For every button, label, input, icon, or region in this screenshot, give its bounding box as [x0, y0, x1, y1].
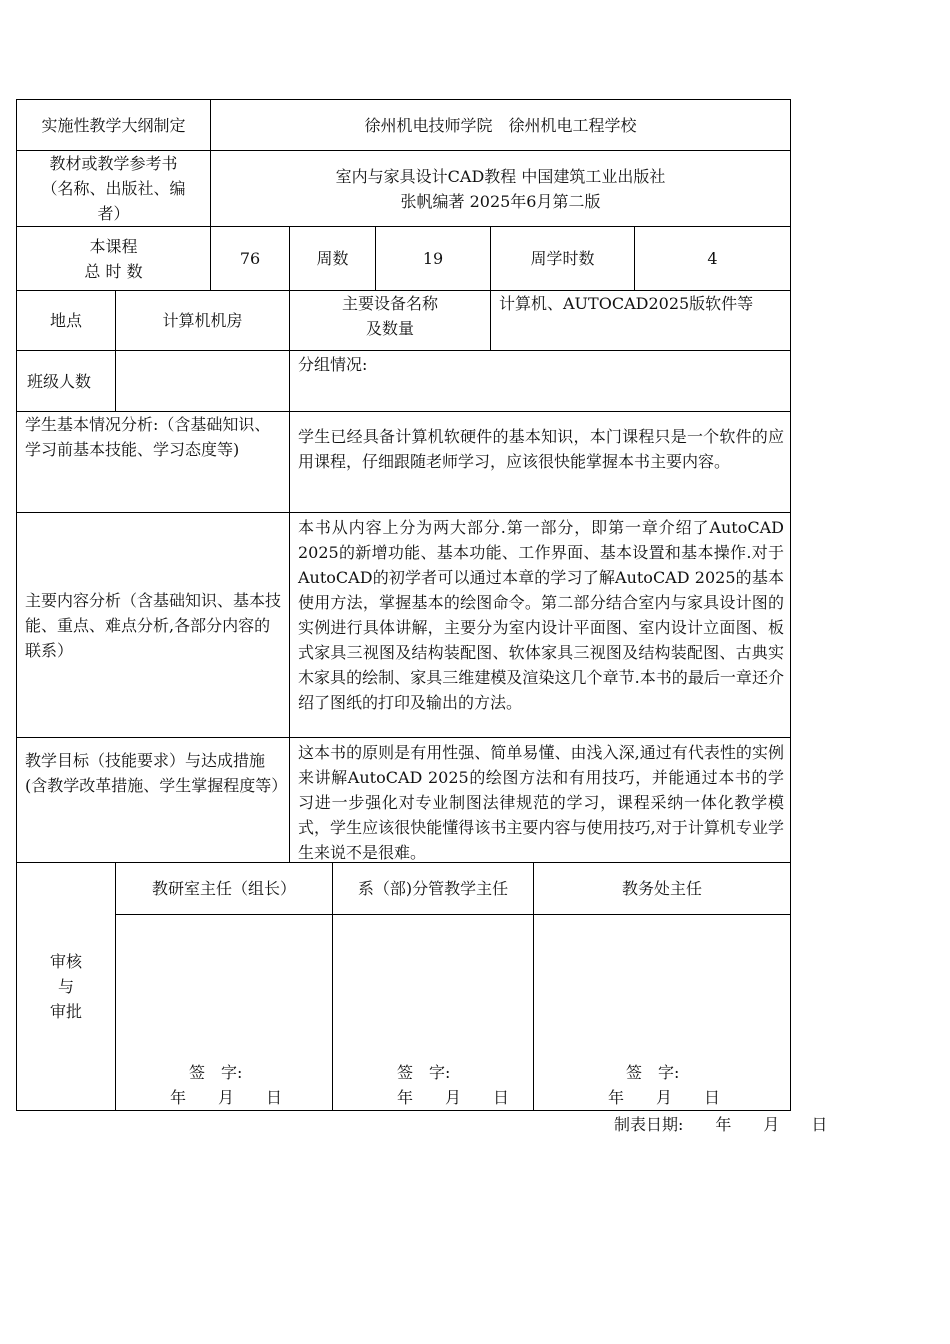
signature-label-1: 签 字: [189, 1063, 243, 1082]
total-hours-value: 76 [239, 249, 261, 268]
signature-label-2: 签 字: [397, 1063, 451, 1082]
equipment-value: 计算机、AUTOCAD2025版软件等 [499, 294, 754, 313]
review-header-academic-affairs: 教务处主任 [621, 879, 702, 898]
equipment-label [290, 291, 490, 350]
total-hours-label-line-2: 总 时 数 [84, 261, 143, 281]
content-analysis-content: 本书从内容上分为两大部分.第一部分，即第一章介绍了AutoCAD 2025的新增功能、基本功能、工作界面、基本设置和基本操作.对于AutoCAD的初学者可以通过本章的学习了解AutoCAD 2025的基本使用方法，掌握基本的绘图命令。第二部分结合室内与家具设计图的实例进行具体讲解，主要分为室内设计平面图、室内设计立面图、板式家具三视图及结构装配图、软体家具三视图及结构装配图、古典实木家具的绘制、家具三维建模及渲染这几个章节.本书的最后一章还介绍了图纸的打印及输出的方法。 [298, 518, 784, 712]
student-analysis-content: 学生已经具备计算机软硬件的基本知识，本门课程只是一个软件的应用课程，仔细跟随老师学习，应该很快能掌握本书主要内容。 [298, 427, 784, 471]
review-label-line-2: 与 [57, 977, 74, 996]
review-header-teaching-office: 教研室主任（组长） [151, 879, 296, 898]
school-name: 徐州机电技师学院 徐州机电工程学校 [364, 115, 637, 135]
textbook-label-line-1: 教材或教学参考书 [49, 154, 178, 173]
content-analysis-label: 主要内容分析（含基础知识、基本技能、重点、难点分析,各部分内容的联系） [25, 590, 282, 660]
review-header-department: 系（部)分管教学主任 [357, 879, 509, 898]
signature-date-3: 年 月 日 [608, 1088, 721, 1107]
weeks-value: 19 [422, 249, 444, 268]
weeks-label: 周数 [316, 249, 349, 268]
location-label: 地点 [49, 311, 82, 330]
equipment-label-line-2: 及数量 [365, 319, 414, 338]
student-analysis-label: 学生基本情况分析:（含基础知识、学习前基本技能、学习态度等) [25, 415, 271, 459]
syllabus-label: 实施性教学大纲制定 [41, 115, 186, 135]
grouping-label: 分组情况: [298, 355, 368, 374]
weekly-hours-value: 4 [707, 249, 718, 268]
class-size-value [116, 351, 289, 411]
textbook-label-line-3: 者） [97, 204, 130, 223]
teaching-goals-label: 教学目标（技能要求）与达成措施(含教学改革措施、学生掌握程度等） [25, 751, 288, 795]
textbook-label-line-2: （名称、出版社、编 [41, 179, 186, 198]
signature-date-1: 年 月 日 [170, 1088, 283, 1107]
textbook-value [211, 151, 790, 226]
textbook-title-line: 室内与家具设计CAD教程 中国建筑工业出版社 [335, 166, 666, 186]
table-date: 制表日期: 年 月 日 [614, 1115, 828, 1134]
textbook-label [17, 151, 210, 226]
signature-label-3: 签 字: [626, 1063, 680, 1082]
location-value: 计算机机房 [162, 311, 243, 330]
weekly-hours-label: 周学时数 [530, 249, 595, 268]
review-label-line-3: 审批 [49, 1002, 82, 1021]
review-label [17, 863, 115, 1110]
textbook-author-line: 张帆编著 2025年6月第二版 [400, 191, 601, 211]
teaching-goals-content: 这本书的原则是有用性强、简单易懂、由浅入深,通过有代表性的实例来讲解AutoCAD 2025的绘图方法和有用技巧，并能通过本书的学习进一步强化对专业制图法律规范的学习，课程采纳一体化教学模式，学生应该很快能懂得该书主要内容与使用技巧,对于计算机专业学生来说不是很难。 [298, 743, 784, 862]
total-hours-label [17, 227, 210, 290]
class-size-label: 班级人数 [27, 371, 92, 391]
total-hours-label-line-1: 本课程 [89, 236, 138, 256]
equipment-label-line-1: 主要设备名称 [341, 294, 438, 313]
review-label-line-1: 审核 [49, 952, 82, 971]
signature-date-2: 年 月 日 [397, 1088, 510, 1107]
